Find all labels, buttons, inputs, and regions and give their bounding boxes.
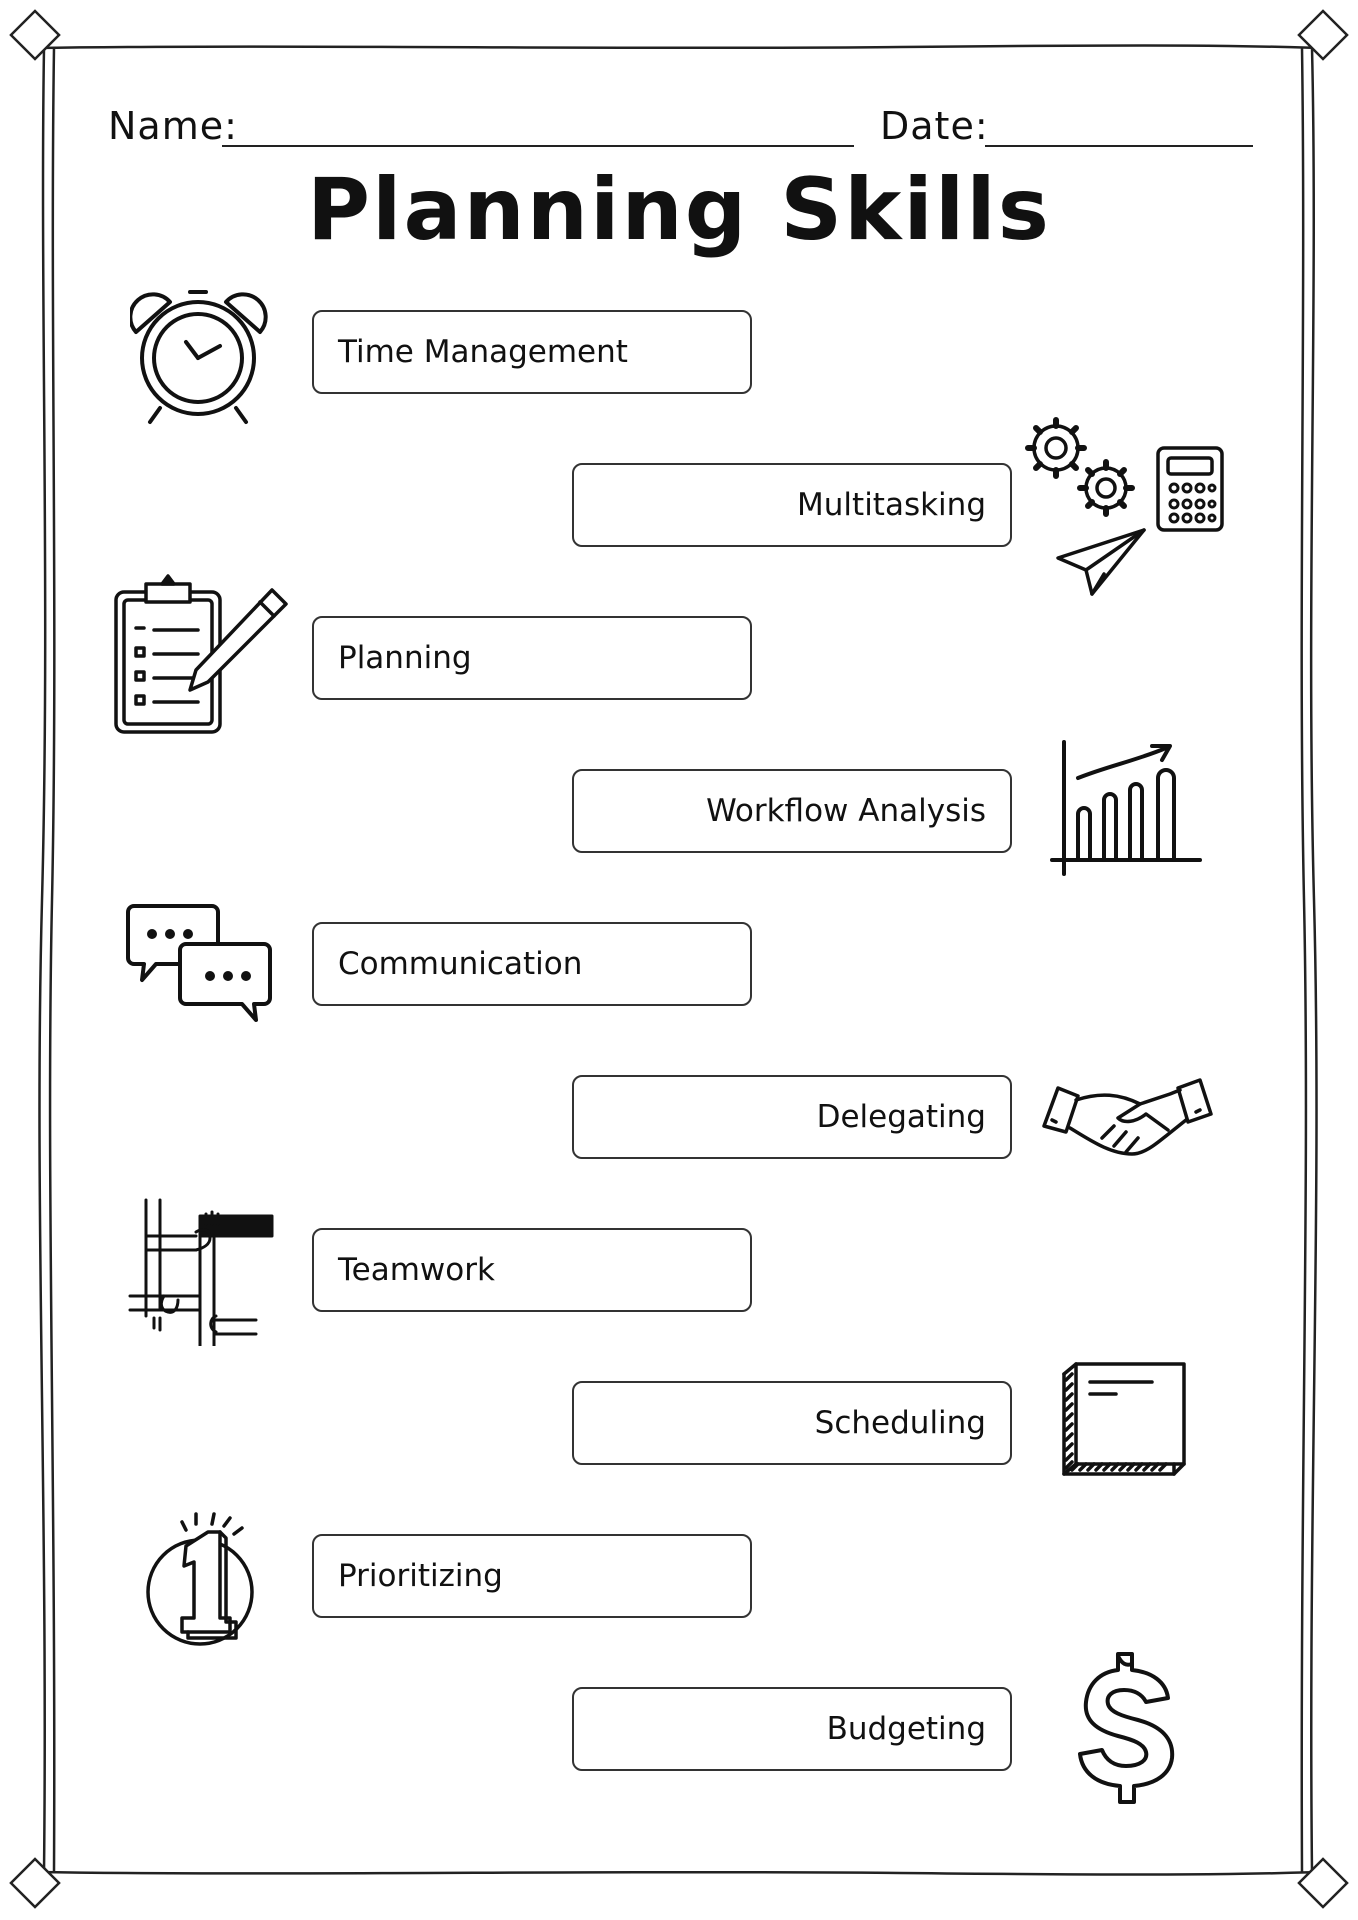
date-field[interactable] [985,145,1253,147]
name-field[interactable] [222,145,854,147]
skill-box-teamwork[interactable]: Teamwork [312,1228,752,1312]
skill-box-prioritizing[interactable]: Prioritizing [312,1534,752,1618]
notepad-icon [1060,1360,1190,1480]
skill-box-delegating[interactable]: Delegating [572,1075,1012,1159]
clipboard-pencil-icon [112,572,292,737]
skill-box-communication[interactable]: Communication [312,922,752,1006]
alarm-clock-icon [130,270,270,430]
name-label: Name: [108,104,238,148]
skill-box-time-management[interactable]: Time Management [312,310,752,394]
handshake-icon [1040,1074,1215,1164]
date-label: Date: [880,104,989,148]
skill-box-planning[interactable]: Planning [312,616,752,700]
speech-bubbles-icon [126,900,276,1030]
bar-chart-icon [1048,738,1208,878]
skill-box-multitasking[interactable]: Multitasking [572,463,1012,547]
page-title: Planning Skills [307,160,1051,260]
joined-hands-icon [126,1196,276,1346]
skill-box-scheduling[interactable]: Scheduling [572,1381,1012,1465]
skill-box-budgeting[interactable]: Budgeting [572,1687,1012,1771]
dollar-sign-icon [1072,1648,1182,1808]
gears-calculator-plane-icon [1020,412,1240,597]
number-one-icon [138,1508,268,1648]
skill-box-workflow-analysis[interactable]: Workflow Analysis [572,769,1012,853]
